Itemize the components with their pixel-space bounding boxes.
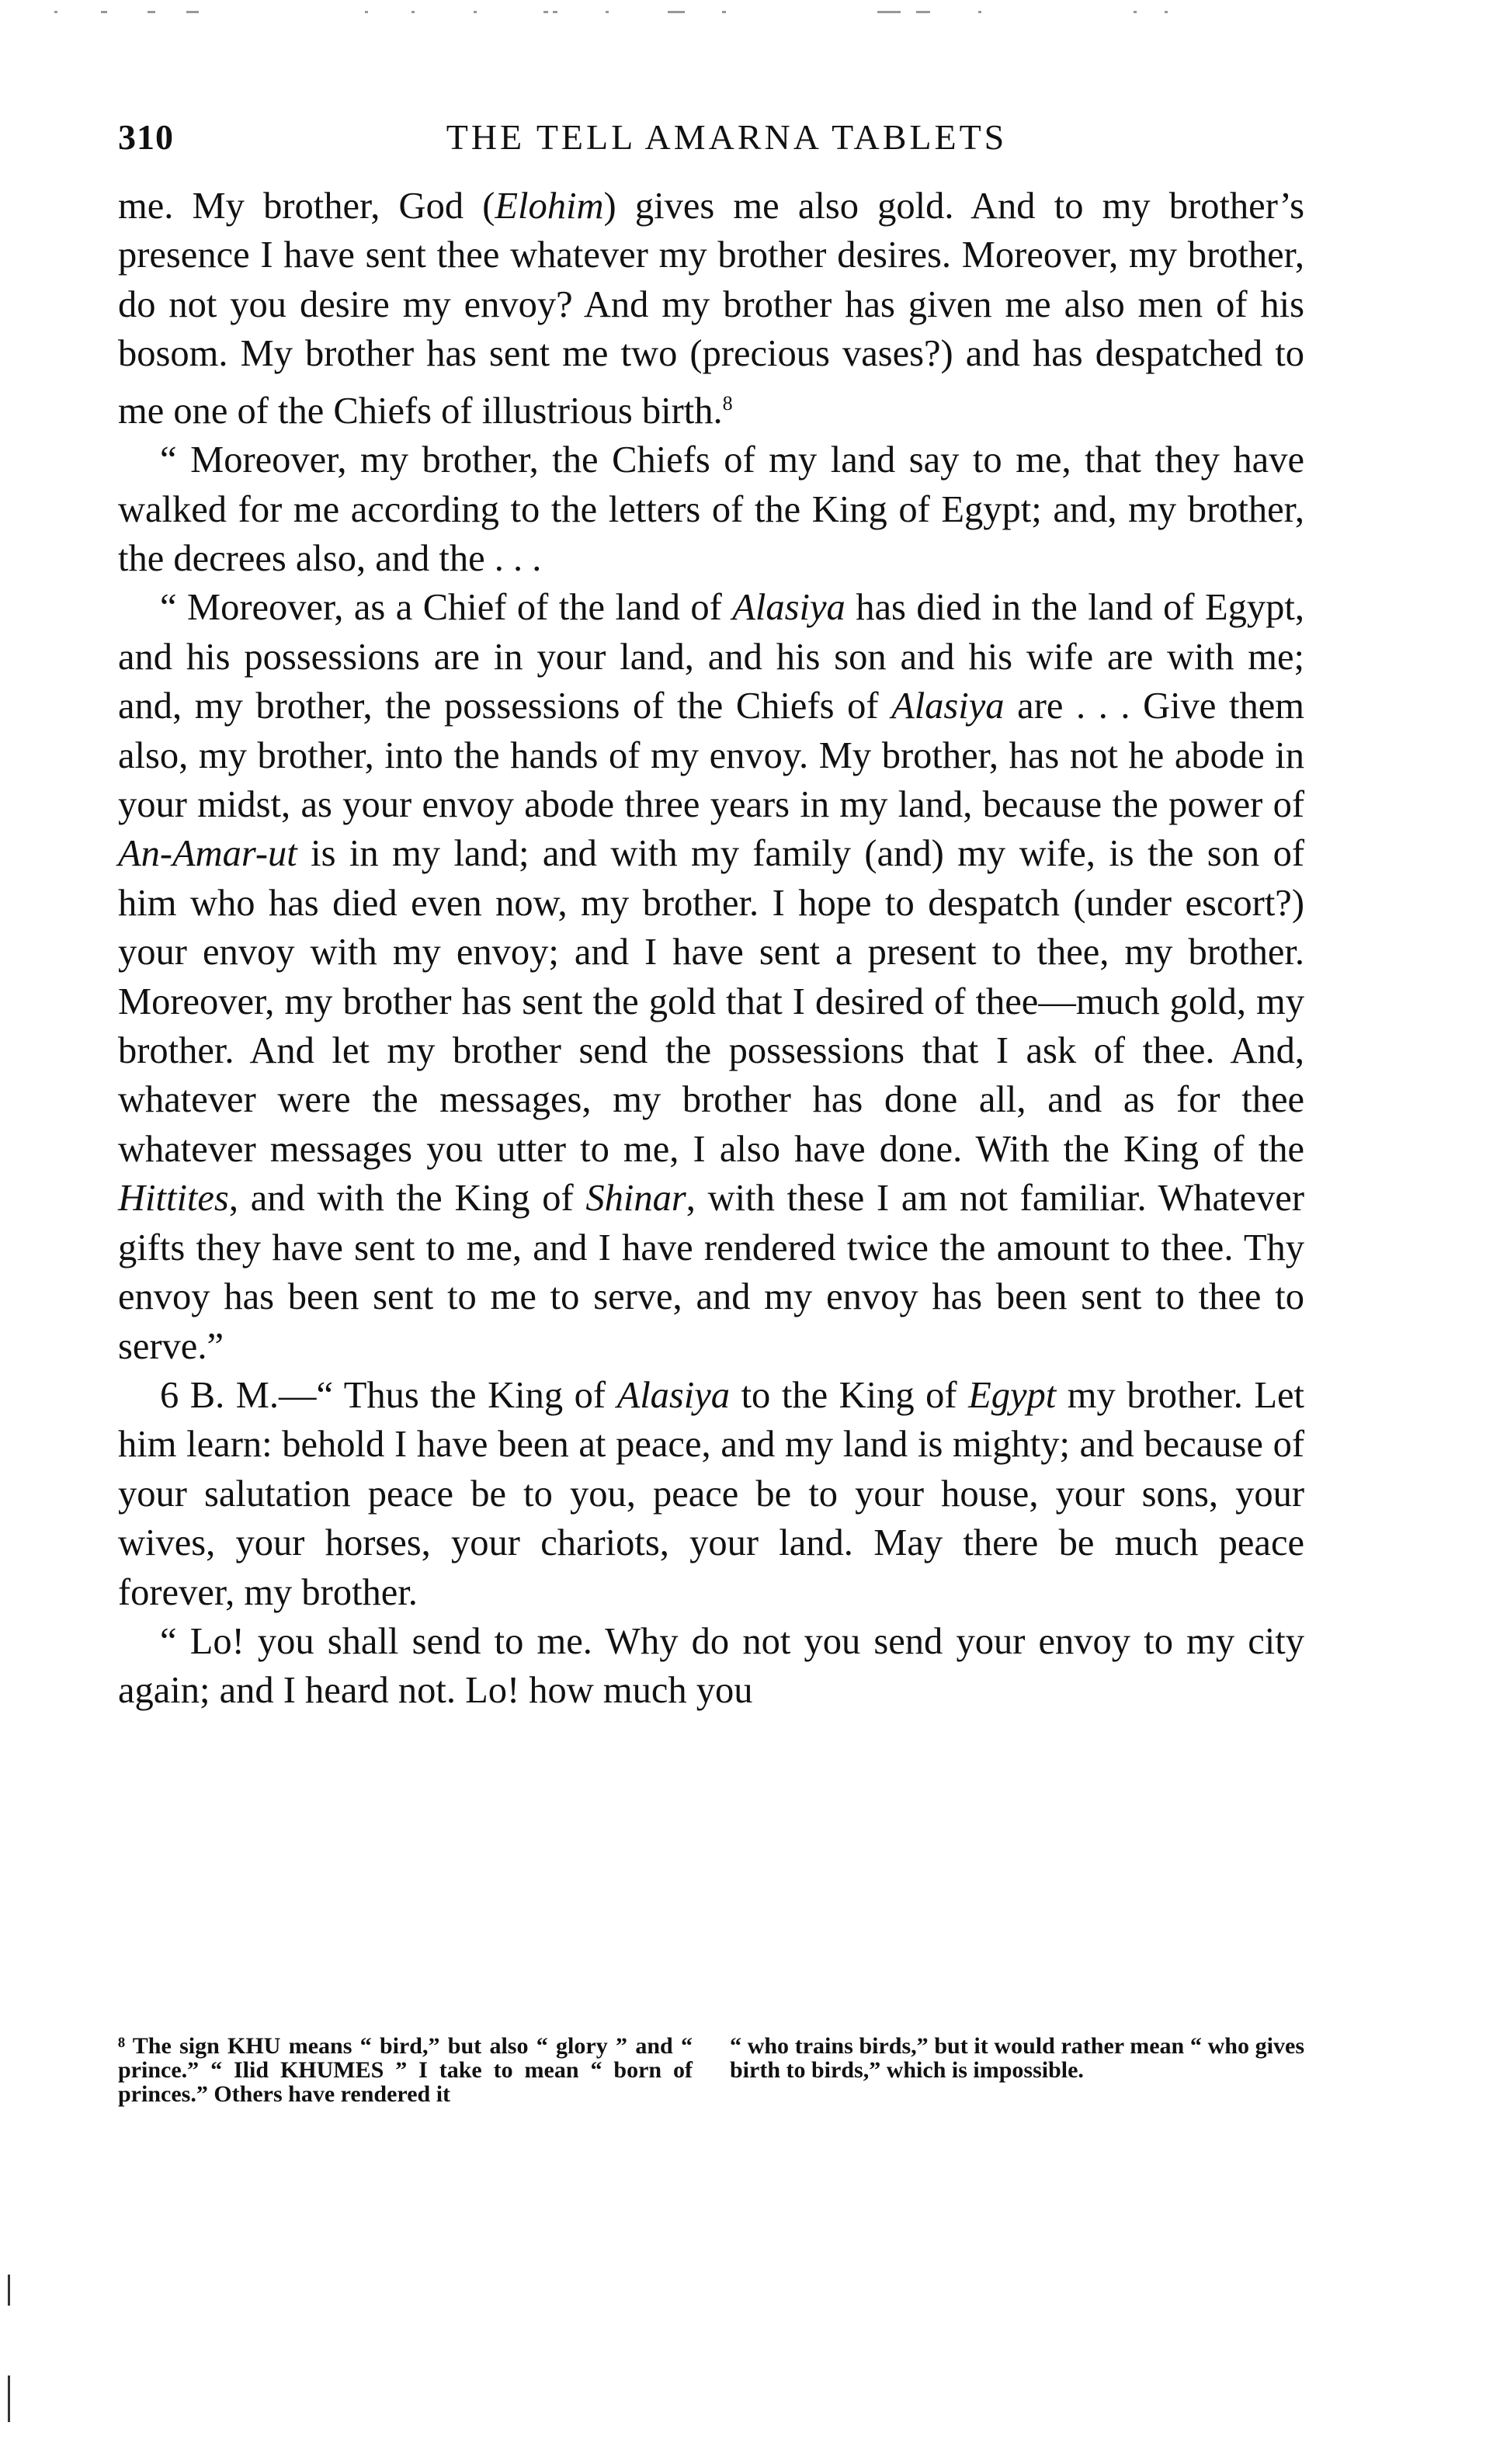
text-run: “ Moreover, as a Chief of the land of (160, 587, 733, 629)
footnote-column-right (730, 2034, 1304, 2106)
text-run: , with these I am not familiar. Whatever gifts they have sent to me, and I have rendered twice the amount to thee. Thy envoy has been sent to me to serve, and my envoy has been sent to thee to serve.” (118, 1178, 1304, 1367)
scan-edge-mark (8, 2376, 10, 2422)
footnote-text: “ who trains birds,” but it would rather mean “ who gives birth to birds,” which is impossible. (730, 2033, 1304, 2083)
text-run: is in my land; and with my family (and) my wife, is the son of him who has died even now, my brother. I hope to despatch (under escort?) your envoy with my envoy; and I have sent a present to thee, my brother. Moreover, my brother has sent the gold that I desired of thee—much gold, my brother. And let my brother send the possessions that I ask of thee. And, whatever were the messages, my brother has done all, and as for thee whatever messages you utter to me, I also have done. With the King of the (118, 833, 1304, 1170)
italic-term: Shinar (585, 1178, 686, 1220)
scan-artifact (0, 11, 1500, 19)
body-text (118, 182, 1304, 1716)
text-run: has died in the land of Egypt, and his possessions are in your land, and his son and his wife are with me; and, my brother, the possessions of the Chiefs of (118, 587, 1304, 727)
paragraph: “ Moreover, my brother, the Chiefs of my land say to me, that they have walked for me according to the letters of the King of Egypt; and, my brother, the decrees also, and the . . . (118, 439, 1304, 579)
italic-term: Hittites (118, 1178, 229, 1220)
text-run: ) gives me also gold. And to my brother’s presence I have sent thee whatever my brother desires. Moreover, my brother, do not you desire my envoy? And my brother has given me also men of his bosom. My brother has sent me two (precious vases?) and has despatched to me one of the Chiefs of illustrious birth. (118, 186, 1304, 432)
running-head (118, 116, 1304, 171)
footnote-text: ⁸ The sign KHU means “ bird,” but also “ glory ” and “ prince.” “ Ilid KHUMES ” I take to mean “ born of princes.” Others have rendered it (118, 2033, 693, 2107)
paragraph (118, 583, 1304, 1371)
text-run: 6 B. M.—“ Thus the King of (160, 1374, 617, 1416)
paragraph (118, 1371, 1304, 1617)
italic-term: An-Amar-ut (118, 833, 297, 875)
scan-edge-mark (8, 2275, 10, 2306)
running-title: THE TELL AMARNA TABLETS (446, 117, 1008, 157)
text-run: my brother. Let him learn: behold I have been at peace, and my land is mighty; and because of your salutation peace be to you, peace be to your house, your sons, your wives, your horses, your chariots, your land. May there be much peace forever, my brother. (118, 1374, 1304, 1613)
text-run: to the King of (730, 1374, 969, 1416)
footnote-column-left (118, 2034, 693, 2106)
text-run: me. My brother, God ( (118, 186, 495, 227)
italic-term: Elohim (495, 186, 604, 227)
text-run: are . . . Give them also, my brother, into the hands of my envoy. My brother, has not he abode in your midst, as your envoy abode three years in my land, because the power of (118, 685, 1304, 826)
footnotes (118, 2034, 1304, 2106)
book-page (118, 116, 1304, 1716)
italic-term: Alasiya (616, 1374, 731, 1416)
text-run: , and with the King of (228, 1178, 586, 1220)
paragraph (118, 182, 1304, 436)
paragraph: “ Lo! you shall send to me. Why do not you send your envoy to my city again; and I heard not. Lo! how much you (118, 1620, 1304, 1712)
italic-term: Alasiya (891, 685, 1005, 727)
page-number: 310 (118, 117, 174, 157)
italic-term: Alasiya (732, 587, 845, 629)
footnote-marker[interactable]: 8 (722, 391, 733, 415)
italic-term: Egypt (968, 1374, 1057, 1416)
